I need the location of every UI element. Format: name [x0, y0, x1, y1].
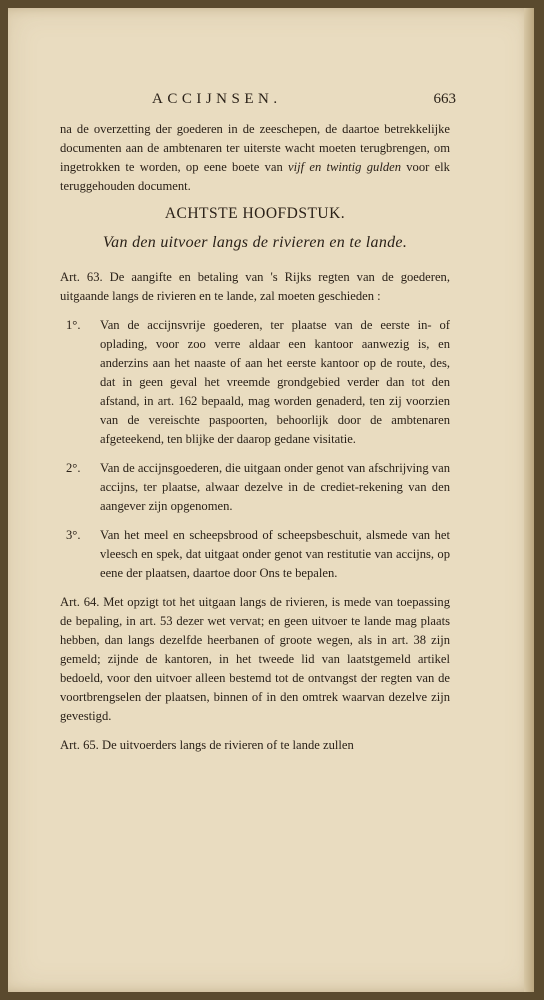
running-title: ACCIJNSEN. [152, 91, 282, 107]
item-text: Van het meel en scheepsbrood of scheepsbeschuit, alsmede van het vleesch en spek, dat uitgaat onder genot van restitutie van accijns, op eene der plaatsen, daartoe door Ons te bepalen. [100, 528, 450, 580]
intro-paragraph [60, 120, 450, 196]
chapter-subtitle: Van den uitvoer langs de rivieren en te lande. [102, 234, 408, 251]
chapter-title: ACHTSTE HOOFDSTUK. [164, 205, 346, 222]
list-item [60, 526, 450, 583]
list-item [60, 316, 450, 449]
list-item [60, 459, 450, 516]
item-number: 3°. [66, 528, 81, 542]
book-page [8, 8, 534, 992]
item-text: Van de accijnsgoederen, die uitgaan onder genot van afschrijving van accijns, ter plaatse, alwaar dezelve in de crediet-rekening van den aangever zijn opgenomen. [100, 461, 450, 513]
item-number: 2°. [66, 461, 81, 475]
page-edge [524, 8, 534, 992]
intro-text-2: voor elk teruggehouden document. [60, 160, 450, 193]
item-text: Van de accijnsvrije goederen, ter plaatse van de eerste in- of oplading, voor zoo verre aldaar een kantoor aanwezig is, en anderzins aan het naaste of aan het eerste kantoor op de route, des, dat in geen geval het vreemde grondgebied verder dan tot den afstand, in art. 162 bepaald, mag worden genaderd, ten zij voorzien van de vereischte paspoorten, behoorlijk door de ambtenaren afgeteekend, ten blijke der daarop gedane visitatie. [100, 318, 450, 446]
intro-italic-amount: vijf en twintig gulden [288, 160, 402, 174]
page-number: 663 [433, 91, 456, 107]
running-head [60, 90, 456, 112]
intro-text-1: na de overzetting der goederen in de zeeschepen, de daartoe betrekkelijke documenten aan de ambtenaren ter uiterste wacht moeten terugbrengen, om ingetrokken te worden, op eene boete van [60, 122, 450, 174]
article-63: Art. 63. De aangifte en betaling van 's Rijks regten van de goederen, uitgaande langs de rivieren en te lande, zal moeten geschieden : [60, 270, 450, 303]
item-number: 1°. [66, 318, 81, 332]
page-content [60, 90, 456, 765]
article-64: Art. 64. Met opzigt tot het uitgaan langs de rivieren, is mede van toepassing de bepaling, in art. 53 dezer wet vervat; en geen uitvoer te lande mag plaats hebben, dan langs dezelfde heerbanen of groote wegen, als in art. 38 zijn gemeld; zijnde de kantoren, in het tweede lid van laatstgemeld artikel bedoeld, voor den uitvoer alleen bestemd tot de ontvangst der regten van de voortbrengselen der plaatsen, binnen of in den omtrek waarvan dezelve zijn gevestigd. [60, 595, 450, 723]
article-65: Art. 65. De uitvoerders langs de rivieren of te lande zullen [60, 738, 354, 752]
